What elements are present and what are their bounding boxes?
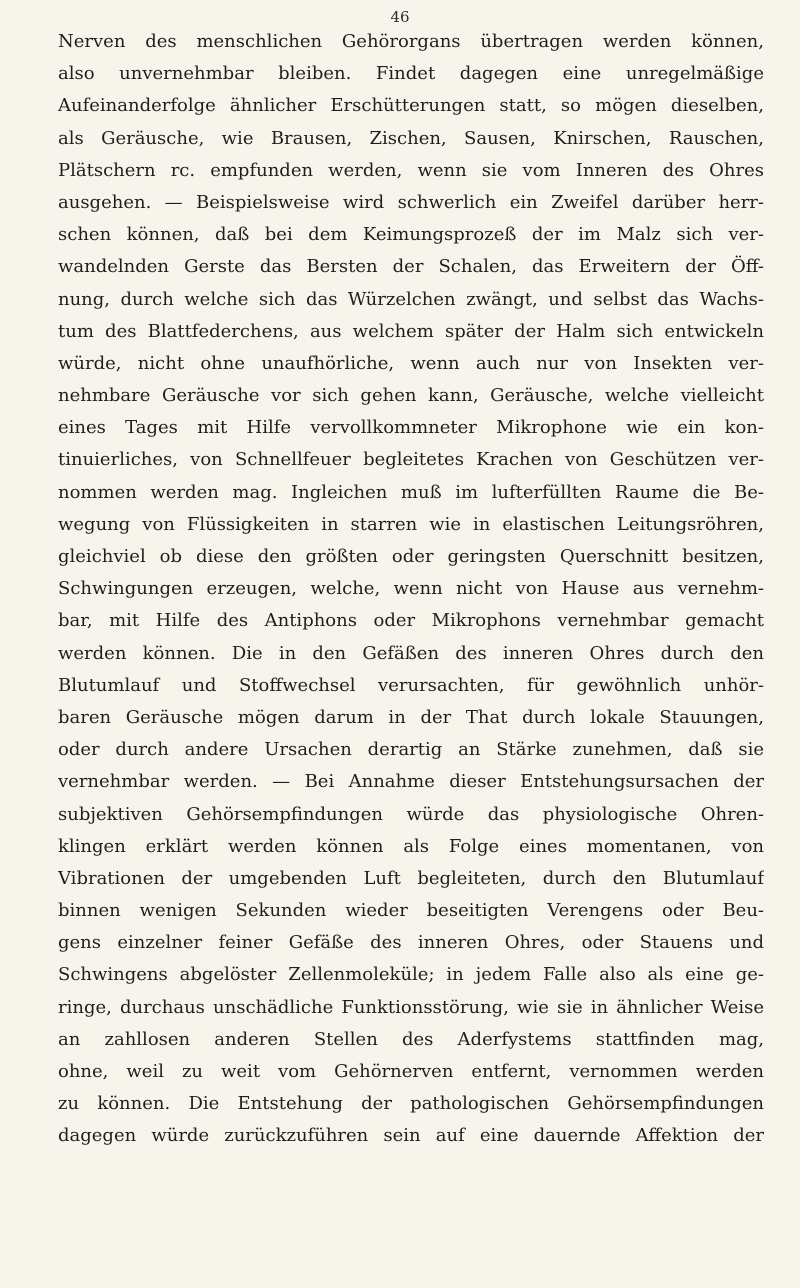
text-line: ausgehen. — Beispielsweise wird schwerlich ein Zweifel darüber herr- (58, 191, 764, 213)
text-line: Aufeinanderfolge ähnlicher Erschütterungen statt, so mögen dieselben, (58, 95, 764, 117)
text-line: tinuierliches, von Schnellfeuer begleitetes Krachen von Geschützen ver- (58, 449, 764, 471)
text-line: werden können. Die in den Gefäßen des inneren Ohres durch den (58, 642, 764, 664)
text-line: oder durch andere Ursachen derartig an Stärke zunehmen, daß sie (58, 739, 764, 761)
text-line: dagegen würde zurückzuführen sein auf eine dauernde Affektion der (58, 1125, 764, 1147)
text-line: Schwingungen erzeugen, welche, wenn nicht von Hause aus vernehm- (58, 578, 764, 600)
text-line: bar, mit Hilfe des Antiphons oder Mikrophons vernehmbar gemacht (58, 610, 764, 632)
text-line: schen können, daß bei dem Keimungsprozeß der im Malz sich ver- (58, 224, 764, 246)
text-line: zu können. Die Entstehung der pathologischen Gehörsempfindungen (58, 1093, 764, 1115)
text-line: wegung von Flüssigkeiten in starren wie in elastischen Leitungsröhren, (58, 513, 764, 535)
text-line: eines Tages mit Hilfe vervollkommneter Mikrophone wie ein kon- (58, 417, 764, 439)
text-line: Plätschern rc. empfunden werden, wenn sie vom Inneren des Ohres (58, 159, 764, 181)
text-line: wandelnden Gerste das Bersten der Schalen, das Erweitern der Öff- (58, 256, 764, 278)
text-line: ringe, durchaus unschädliche Funktionsstörung, wie sie in ähnlicher Weise (58, 996, 764, 1018)
text-line: gleichviel ob diese den größten oder geringsten Querschnitt besitzen, (58, 546, 764, 567)
text-line: also unvernehmbar bleiben. Findet dagegen eine unregelmäßige (58, 63, 764, 85)
text-line: binnen wenigen Sekunden wieder beseitigten Verengens oder Beu- (58, 900, 764, 922)
text-line: würde, nicht ohne unaufhörliche, wenn auch nur von Insekten ver- (58, 352, 764, 374)
body-text (58, 26, 764, 1153)
text-line: gens einzelner feiner Gefäße des inneren Ohres, oder Stauens und (58, 932, 764, 954)
page-number: 46 (390, 8, 410, 26)
text-line: als Geräusche, wie Brausen, Zischen, Sausen, Knirschen, Rauschen, (58, 127, 764, 149)
text-line: ohne, weil zu weit vom Gehörnerven entfernt, vernommen werden (58, 1061, 764, 1082)
text-line: subjektiven Gehörsempfindungen würde das physiologische Ohren- (58, 803, 764, 825)
text-line: nommen werden mag. Ingleichen muß im lufterfüllten Raume die Be- (58, 481, 764, 503)
text-line: baren Geräusche mögen darum in der That durch lokale Stauungen, (58, 706, 764, 728)
text-line: Vibrationen der umgebenden Luft begleiteten, durch den Blutumlauf (58, 867, 764, 889)
text-line: an zahllosen anderen Stellen des Aderfystems stattfinden mag, (58, 1028, 764, 1050)
text-line: vernehmbar werden. — Bei Annahme dieser Entstehungsursachen der (58, 771, 764, 793)
text-line: nehmbare Geräusche vor sich gehen kann, Geräusche, welche vielleicht (58, 385, 764, 407)
text-line: nung, durch welche sich das Würzelchen zwängt, und selbst das Wachs- (58, 288, 764, 310)
text-line: klingen erklärt werden können als Folge eines momentanen, von (58, 835, 764, 857)
text-line: tum des Blattfederchens, aus welchem später der Halm sich entwickeln (58, 320, 764, 342)
text-line: Blutumlauf und Stoffwechsel verursachten, für gewöhnlich unhör- (58, 674, 764, 696)
text-line: Schwingens abgelöster Zellenmoleküle; in jedem Falle also als eine ge- (58, 964, 764, 986)
text-line: Nerven des menschlichen Gehörorgans übertragen werden können, (58, 31, 764, 52)
